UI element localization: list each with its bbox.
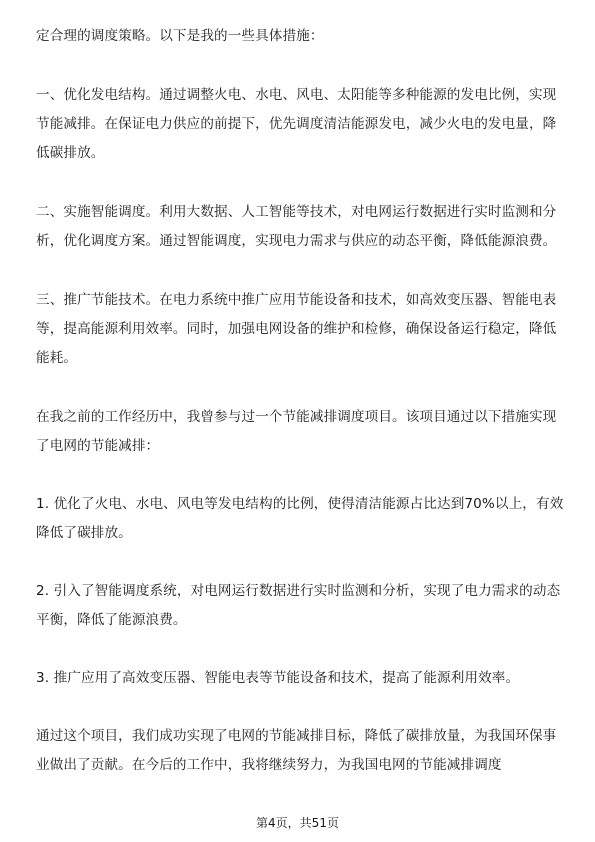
paragraph-conclusion: 通过这个项目，我们成功实现了电网的节能减排目标，降低了碳排放量，为我国环保事业做出了贡献。在今后的工作中，我将继续努力，为我国电网的节能减排调度 bbox=[36, 728, 557, 773]
paragraph-measure-2: 二、实施智能调度。利用大数据、人工智能等技术，对电网运行数据进行实时监测和分析，优化调度方案。通过智能调度，实现电力需求与供应的动态平衡，降低能源浪费。 bbox=[36, 204, 557, 249]
page-number: 第4页，共51页 bbox=[256, 816, 339, 830]
document-body bbox=[36, 22, 564, 780]
paragraph-item-3: 3. 推广应用了高效变压器、智能电表等节能设备和技术，提高了能源利用效率。 bbox=[36, 670, 520, 686]
paragraph-measure-3: 三、推广节能技术。在电力系统中推广应用节能设备和技术，如高效变压器、智能电表等，提高能源利用效率。同时，加强电网设备的维护和检修，确保设备运行稳定，降低能耗。 bbox=[36, 292, 557, 366]
paragraph-measure-1: 一、优化发电结构。通过调整火电、水电、风电、太阳能等多种能源的发电比例，实现节能减排。在保证电力供应的前提下，优先调度清洁能源发电，减少火电的发电量，降低碳排放。 bbox=[36, 87, 557, 161]
paragraph-intro: 定合理的调度策略。以下是我的一些具体措施： bbox=[36, 28, 324, 44]
paragraph-item-1: 1. 优化了火电、水电、风电等发电结构的比例，使得清洁能源占比达到70%以上，有效降低了碳排放。 bbox=[36, 496, 564, 541]
paragraph-item-2: 2. 引入了智能调度系统，对电网运行数据进行实时监测和分析，实现了电力需求的动态平衡，降低了能源浪费。 bbox=[36, 583, 561, 628]
paragraph-experience: 在我之前的工作经历中，我曾参与过一个节能减排调度项目。该项目通过以下措施实现了电网的节能减排： bbox=[36, 409, 557, 454]
